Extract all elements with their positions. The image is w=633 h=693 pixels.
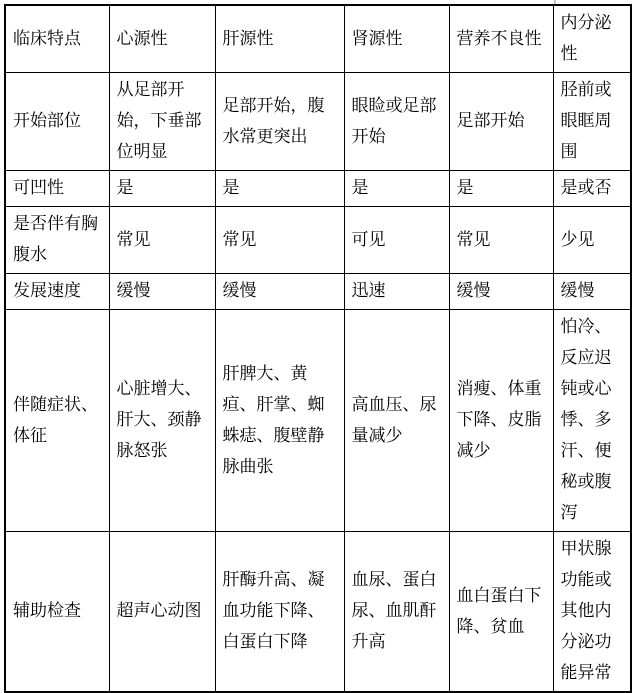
table-row-onset-site bbox=[5, 73, 631, 171]
table-cell: 高血压、尿量减少 bbox=[344, 310, 449, 532]
table-cell: 常见 bbox=[109, 207, 215, 274]
table-cell: 缓慢 bbox=[109, 274, 215, 310]
table-cell: 是 bbox=[215, 171, 344, 207]
table-cell: 超声心动图 bbox=[109, 532, 215, 693]
table-row-effusion bbox=[5, 207, 631, 274]
header-cell-nutritional: 营养不良性 bbox=[449, 5, 553, 73]
edema-comparison-table bbox=[4, 4, 632, 693]
header-cell-endocrine: 内分泌性 bbox=[553, 5, 631, 73]
row-label: 伴随症状、体征 bbox=[5, 310, 109, 532]
table-cell: 血尿、蛋白尿、血肌酐升高 bbox=[344, 532, 449, 693]
table-cell: 少见 bbox=[553, 207, 631, 274]
table-cell: 消瘦、体重下降、皮脂减少 bbox=[449, 310, 553, 532]
table-cell: 血白蛋白下降、贫血 bbox=[449, 532, 553, 693]
header-cell-cardiac: 心源性 bbox=[109, 5, 215, 73]
table-cell: 心脏增大、肝大、颈静脉怒张 bbox=[109, 310, 215, 532]
table-cell: 常见 bbox=[215, 207, 344, 274]
table-cell: 是 bbox=[109, 171, 215, 207]
table-cell: 怕冷、反应迟钝或心悸、多汗、便秘或腹泻 bbox=[553, 310, 631, 532]
table-row-accompanying-signs bbox=[5, 310, 631, 532]
table-cell: 是 bbox=[449, 171, 553, 207]
table-row-progression-speed bbox=[5, 274, 631, 310]
table-cell: 缓慢 bbox=[215, 274, 344, 310]
table-cell: 肝脾大、黄疸、肝掌、蜘蛛痣、腹壁静脉曲张 bbox=[215, 310, 344, 532]
table-cell: 足部开始，腹水常更突出 bbox=[215, 73, 344, 171]
table-cell: 迅速 bbox=[344, 274, 449, 310]
table-cell: 可见 bbox=[344, 207, 449, 274]
header-cell-hepatic: 肝源性 bbox=[215, 5, 344, 73]
table-cell: 常见 bbox=[449, 207, 553, 274]
table-cell: 足部开始 bbox=[449, 73, 553, 171]
row-label: 发展速度 bbox=[5, 274, 109, 310]
table-cell: 眼睑或足部开始 bbox=[344, 73, 449, 171]
table-cell: 缓慢 bbox=[553, 274, 631, 310]
header-cell-clinical-feature: 临床特点 bbox=[5, 5, 109, 73]
table-cell: 是或否 bbox=[553, 171, 631, 207]
table-cell: 从足部开始，下垂部位明显 bbox=[109, 73, 215, 171]
table-cell: 胫前或眼眶周围 bbox=[553, 73, 631, 171]
row-label: 可凹性 bbox=[5, 171, 109, 207]
header-row bbox=[5, 5, 631, 73]
header-cell-renal: 肾源性 bbox=[344, 5, 449, 73]
row-label: 辅助检查 bbox=[5, 532, 109, 693]
table-cell: 是 bbox=[344, 171, 449, 207]
table-row-auxiliary-tests bbox=[5, 532, 631, 693]
table-cell: 甲状腺功能或其他内分泌功能异常 bbox=[553, 532, 631, 693]
row-label: 是否伴有胸腹水 bbox=[5, 207, 109, 274]
row-label: 开始部位 bbox=[5, 73, 109, 171]
table-cell: 肝酶升高、凝血功能下降、白蛋白下降 bbox=[215, 532, 344, 693]
table-row-pitting bbox=[5, 171, 631, 207]
table-cell: 缓慢 bbox=[449, 274, 553, 310]
